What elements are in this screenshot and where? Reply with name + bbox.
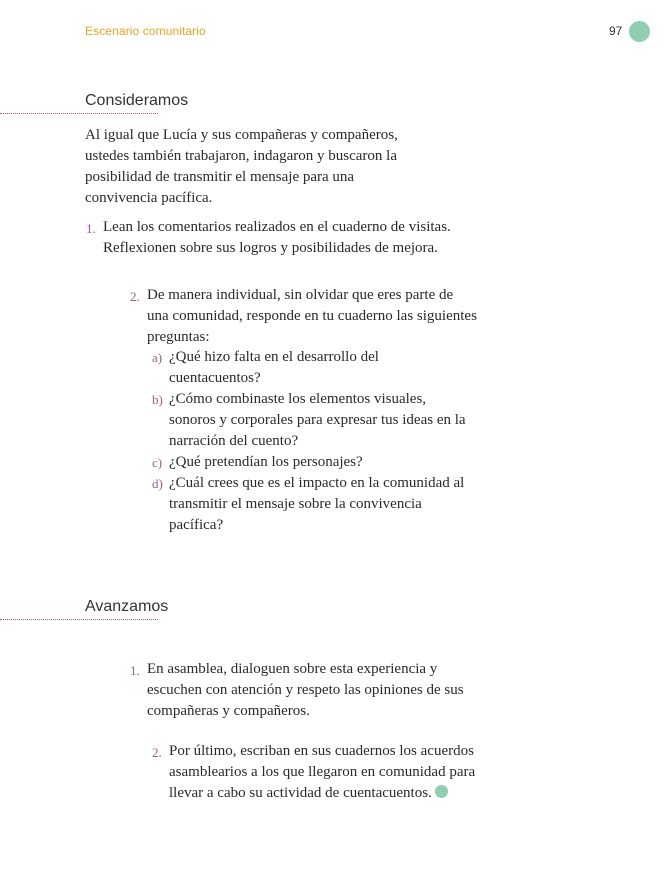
avanzamos-title: Avanzamos bbox=[85, 598, 169, 615]
consideramos-intro: Al igual que Lucía y sus compañeras y compañeros, ustedes también trabajaron, indagaron y buscaron la posibilidad de transmitir el mensaje para una convivencia pacífica. bbox=[85, 127, 398, 206]
question-letter: a) bbox=[152, 350, 163, 365]
section-badge-icon bbox=[629, 21, 650, 42]
list-item-text: De manera individual, sin olvidar que eres parte de una comunidad, responde en tu cuaderno las siguientes preguntas: bbox=[147, 287, 477, 345]
question-text: ¿Cómo combinaste los elementos visuales, sonoros y corporales para expresar tus ideas en la narración del cuento? bbox=[169, 391, 466, 449]
list-item-text: En asamblea, dialoguen sobre esta experiencia y escuchen con atención y respeto las opiniones de sus compañeras y compañeros. bbox=[147, 661, 464, 719]
question-text: ¿Qué hizo falta en el desarrollo del cuentacuentos? bbox=[169, 349, 379, 386]
question-letter: b) bbox=[152, 392, 163, 407]
list-item bbox=[130, 659, 477, 722]
list-item bbox=[152, 741, 489, 804]
question-text: ¿Qué pretendían los personajes? bbox=[169, 454, 363, 470]
list-item bbox=[130, 285, 477, 348]
question-text: ¿Cuál crees que es el impacto en la comunidad al transmitir el mensaje sobre la convivencia pacífica? bbox=[169, 475, 465, 533]
section-label: Escenario comunitario bbox=[85, 24, 206, 38]
list-item bbox=[86, 217, 473, 259]
question-letter: c) bbox=[152, 455, 163, 470]
question-item bbox=[152, 473, 469, 536]
list-item-text: Por último, escriban en sus cuadernos los acuerdos asamblearios a los que llegaron en comunidad para llevar a cabo su actividad de cuentacuentos. bbox=[169, 743, 476, 801]
question-letter: d) bbox=[152, 476, 163, 491]
question-item bbox=[152, 347, 469, 389]
list-item-text: Lean los comentarios realizados en el cuaderno de visitas. Reflexionen sobre sus logros y posibilidades de mejora. bbox=[103, 219, 451, 256]
list-number: 2. bbox=[130, 289, 140, 304]
page-number: 97 bbox=[609, 24, 623, 38]
consideramos-divider bbox=[0, 113, 158, 114]
consideramos-title: Consideramos bbox=[85, 92, 189, 109]
list-number: 2. bbox=[152, 745, 162, 760]
question-item bbox=[152, 389, 469, 452]
activity-badge-icon bbox=[435, 785, 448, 798]
list-number: 1. bbox=[86, 221, 96, 236]
avanzamos-divider bbox=[0, 619, 158, 620]
question-item bbox=[152, 452, 469, 473]
list-number: 1. bbox=[130, 663, 140, 678]
